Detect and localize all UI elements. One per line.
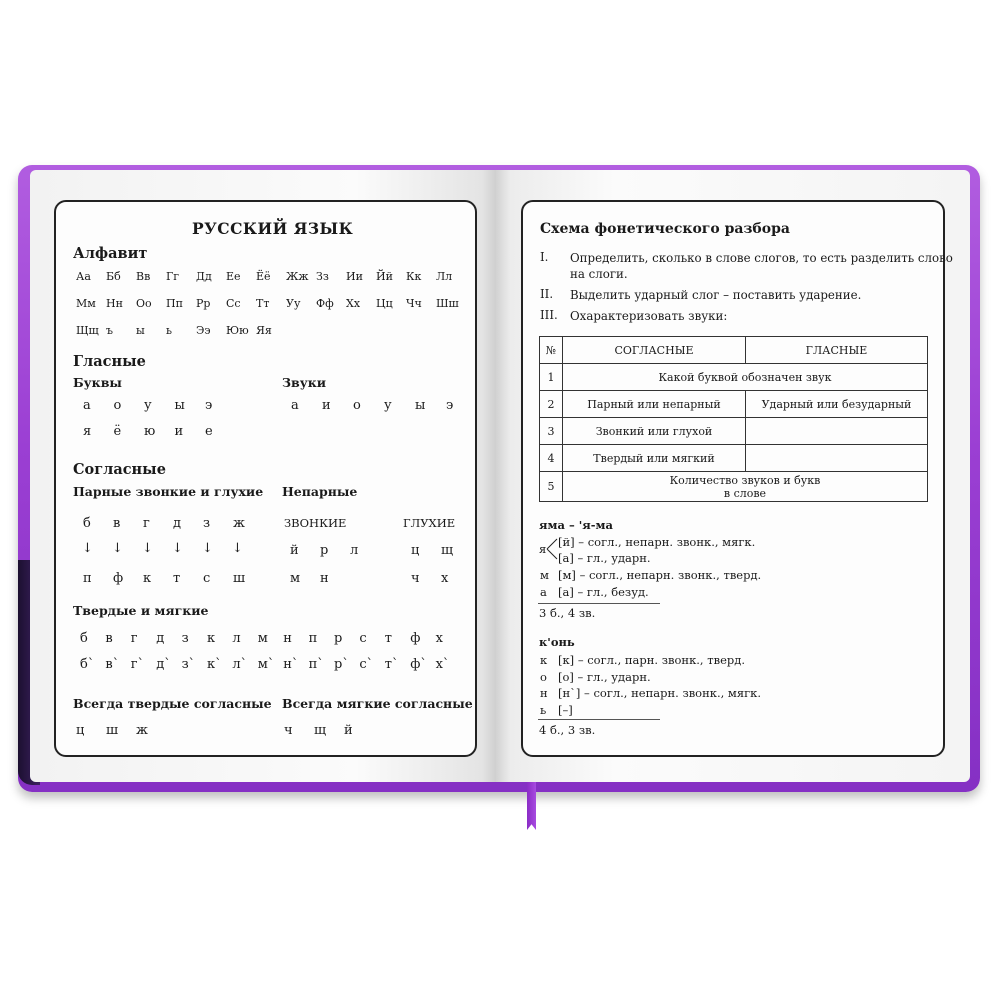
hard-consonant: т — [384, 631, 392, 646]
example-2-description: [о] – гл., ударн. — [558, 669, 651, 684]
example-2-description: [–] — [558, 702, 573, 717]
alphabet-letter: Пп — [166, 297, 183, 310]
page-title: РУССКИЙ ЯЗЫК — [192, 219, 354, 238]
paired-voiced-letter: з — [203, 516, 211, 531]
alphabet-letter: Цц — [376, 297, 393, 310]
soft-consonant: н` — [283, 657, 299, 672]
hard-consonant: ф — [410, 631, 421, 646]
example-2-word: к'онь — [539, 635, 575, 649]
table-cell — [746, 418, 928, 445]
alphabet-heading: Алфавит — [73, 245, 148, 262]
voiceless-label: ГЛУХИЕ — [403, 516, 456, 530]
unpaired-voiceless-letter: ц — [411, 543, 420, 558]
soft-consonant: з` — [181, 657, 196, 672]
alphabet-letter: Кк — [406, 270, 422, 283]
hard-consonant: м — [257, 631, 268, 646]
phonetic-table — [539, 336, 928, 502]
vowel-sound: ы — [415, 398, 426, 413]
hard-consonant: к — [207, 631, 216, 646]
vowel-letter: о — [113, 398, 122, 413]
step-1-line-2: на слоги. — [570, 267, 628, 281]
alphabet-letter: ы — [136, 324, 145, 337]
vowels-heading: Гласные — [73, 353, 146, 370]
consonants-heading: Согласные — [73, 461, 166, 478]
hard-consonant: с — [359, 631, 367, 646]
table-cell — [746, 445, 928, 472]
alphabet-letter: ь — [166, 324, 172, 337]
alphabet-letter: Мм — [76, 297, 96, 310]
example-1-letter-a: а — [540, 585, 547, 599]
alphabet-letter: Хх — [346, 297, 361, 310]
table-header-row — [540, 337, 928, 364]
step-3-line: Охарактеризовать звуки: — [570, 309, 728, 323]
alphabet-letter: Зз — [316, 270, 329, 283]
paired-voiceless-letter: к — [143, 571, 152, 586]
paired-voiceless-letter: ф — [113, 571, 124, 586]
example-1-word: яма – 'я-ма — [539, 518, 613, 532]
vowel-letter: ю — [144, 424, 156, 439]
paired-voiced-letter: б — [83, 516, 91, 531]
table-cell — [563, 472, 928, 502]
table-cell: Какой буквой обозначен звук — [563, 364, 928, 391]
vowel-letter: ё — [113, 424, 122, 439]
table-row — [540, 418, 928, 445]
soft-consonant: х` — [435, 657, 450, 672]
hard-consonant: з — [181, 631, 189, 646]
hard-consonant: п — [308, 631, 318, 646]
down-arrow-icon: ↓ — [112, 541, 123, 556]
step-2-line: Выделить ударный слог – поставить ударение. — [570, 288, 862, 302]
alphabet-letter: Вв — [136, 270, 151, 283]
always-soft-letter: й — [344, 723, 353, 738]
unpaired-consonants-label: Непарные — [282, 484, 358, 499]
vowel-sound: о — [353, 398, 361, 413]
table-row-num: 4 — [540, 445, 563, 472]
step-2-num: II. — [540, 287, 554, 301]
down-arrow-icon: ↓ — [172, 541, 183, 556]
example-1-rule — [538, 603, 660, 604]
example-1-letter-m: м — [540, 568, 549, 582]
phonetic-scheme-title: Схема фонетического разбора — [540, 221, 790, 237]
vowel-letter: и — [174, 424, 184, 439]
example-1-summary: 3 б., 4 зв. — [539, 606, 596, 620]
hard-consonant: н — [283, 631, 292, 646]
always-soft-letter: щ — [314, 723, 327, 738]
soft-consonant: в` — [105, 657, 120, 672]
step-1-num: I. — [540, 250, 549, 264]
example-1-m-line: [м] – согл., непарн. звонк., тверд. — [558, 568, 762, 582]
paired-voiced-letter: в — [113, 516, 121, 531]
alphabet-letter: Щщ — [76, 324, 99, 337]
hard-consonant: х — [435, 631, 443, 646]
vowel-letter: я — [83, 424, 92, 439]
alphabet-letter: Фф — [316, 297, 334, 310]
unpaired-voiceless-letter: ч — [411, 571, 420, 586]
paired-voiced-letter: д — [173, 516, 182, 531]
example-1-letter-ya: я — [539, 542, 547, 556]
example-2-summary: 4 б., 3 зв. — [539, 723, 596, 737]
alphabet-letter: Яя — [256, 324, 272, 337]
paired-voiceless-letter: т — [173, 571, 181, 586]
table-row — [540, 472, 928, 502]
example-2-rule — [538, 719, 660, 720]
alphabet-letter: Уу — [286, 297, 301, 310]
vowel-letter: ы — [174, 398, 185, 413]
paired-voiceless-letter: п — [83, 571, 92, 586]
soft-consonant: л` — [232, 657, 248, 672]
soft-consonant: б` — [80, 657, 95, 672]
table-row-num: 2 — [540, 391, 563, 418]
alphabet-letter: Бб — [106, 270, 121, 283]
always-hard-label: Всегда твердые согласные — [73, 696, 272, 711]
table-row-num: 3 — [540, 418, 563, 445]
soft-consonant: с` — [359, 657, 374, 672]
paired-voiced-letter: г — [143, 516, 150, 531]
alphabet-letter: Йй — [376, 270, 393, 283]
table-row — [540, 364, 928, 391]
example-2-description: [к] – согл., парн. звонк., тверд. — [558, 653, 745, 667]
example-2-letter: ь — [540, 702, 547, 717]
alphabet-letter: Рр — [196, 297, 211, 310]
alphabet-letter: Ии — [346, 270, 363, 283]
unpaired-voiced-letter: р — [320, 543, 329, 558]
always-hard-letter: ж — [136, 723, 148, 738]
soft-consonant: п` — [308, 657, 324, 672]
down-arrow-icon: ↓ — [82, 541, 93, 556]
alphabet-letter: Тт — [256, 297, 270, 310]
example-2-letter: н — [540, 686, 548, 700]
alphabet-letter: Ее — [226, 270, 241, 283]
vowel-letter: у — [144, 398, 152, 413]
step-1-line-1: Определить, сколько в слове слогов, то есть разделить слово — [570, 251, 953, 265]
alphabet-letter: Нн — [106, 297, 123, 310]
vowel-sound: а — [291, 398, 299, 413]
table-cell: Звонкий или глухой — [563, 418, 746, 445]
alphabet-letter: Лл — [436, 270, 453, 283]
down-arrow-icon: ↓ — [202, 541, 213, 556]
alphabet-letter: ъ — [106, 324, 113, 337]
hard-consonant: л — [232, 631, 241, 646]
hard-soft-label: Твердые и мягкие — [73, 603, 209, 618]
down-arrow-icon: ↓ — [232, 541, 243, 556]
vowel-sound: у — [384, 398, 392, 413]
paired-voiceless-letter: ш — [233, 571, 246, 586]
vowel-letter: а — [83, 398, 91, 413]
alphabet-letter: Ёё — [256, 270, 271, 283]
always-hard-letter: ш — [106, 723, 119, 738]
example-1-ya-line-1: [й] – согл., непарн. звонк., мягк. — [558, 535, 756, 549]
alphabet-letter: Аа — [76, 270, 91, 283]
table-row — [540, 445, 928, 472]
alphabet-letter: Юю — [226, 324, 249, 337]
table-header-num: № — [540, 337, 563, 364]
unpaired-voiced-letter: н — [320, 571, 329, 586]
table-cell: Ударный или безударный — [746, 391, 928, 418]
alphabet-letter: Ээ — [196, 324, 211, 337]
step-3-num: III. — [540, 308, 558, 322]
soft-consonant: р` — [334, 657, 349, 672]
table-row-num: 1 — [540, 364, 563, 391]
soft-consonant: т` — [384, 657, 399, 672]
hard-consonant: г — [130, 631, 138, 646]
hard-consonant: б — [80, 631, 88, 646]
vowel-letter: е — [205, 424, 213, 439]
hard-consonant: в — [105, 631, 113, 646]
table-header-consonants: СОГЛАСНЫЕ — [563, 337, 746, 364]
example-2-description: [н`] – согл., непарн. звонк., мягк. — [558, 686, 761, 700]
vowel-sound: и — [322, 398, 331, 413]
example-2-letter: к — [540, 653, 548, 667]
letters-label: Буквы — [73, 375, 122, 390]
example-1-ya-line-2: [а] – гл., ударн. — [558, 551, 651, 565]
always-soft-letter: ч — [284, 723, 293, 738]
down-arrow-icon: ↓ — [142, 541, 153, 556]
brace-icon — [545, 536, 559, 562]
hard-consonant: р — [334, 631, 343, 646]
unpaired-voiceless-letter: щ — [441, 543, 454, 558]
alphabet-letter: Сс — [226, 297, 241, 310]
unpaired-voiced-letter: л — [350, 543, 359, 558]
unpaired-voiced-letter: м — [290, 571, 301, 586]
vowel-sound: э — [446, 398, 454, 413]
sounds-label: Звуки — [282, 375, 327, 390]
always-hard-letter: ц — [76, 723, 85, 738]
table-header-vowels: ГЛАСНЫЕ — [746, 337, 928, 364]
hard-consonant: д — [156, 631, 165, 646]
example-2-letter: о — [540, 669, 547, 684]
ribbon-bookmark — [527, 782, 536, 830]
alphabet-letter: Оо — [136, 297, 152, 310]
table-cell-line: Количество звуков и букв — [669, 473, 821, 487]
vowel-letter: э — [205, 398, 213, 413]
soft-consonant: к` — [207, 657, 222, 672]
example-1-a-line: [а] – гл., безуд. — [558, 585, 649, 599]
soft-consonant: г` — [130, 657, 145, 672]
table-row-num: 5 — [540, 472, 563, 502]
unpaired-voiced-letter: й — [290, 543, 299, 558]
paired-voiced-letter: ж — [233, 516, 245, 531]
paired-voiceless-letter: с — [203, 571, 211, 586]
alphabet-letter: Чч — [406, 297, 422, 310]
table-cell-line: в слове — [723, 486, 767, 500]
soft-consonant: д` — [156, 657, 171, 672]
alphabet-letter: Жж — [286, 270, 309, 283]
unpaired-voiceless-letter: х — [441, 571, 449, 586]
voiced-label: ЗВОНКИЕ — [284, 516, 347, 530]
left-page-frame — [54, 200, 477, 757]
paired-consonants-label: Парные звонкие и глухие — [73, 484, 264, 499]
alphabet-letter: Дд — [196, 270, 212, 283]
table-cell: Парный или непарный — [563, 391, 746, 418]
alphabet-letter: Гг — [166, 270, 180, 283]
table-row — [540, 391, 928, 418]
soft-consonant: м` — [257, 657, 275, 672]
always-soft-label: Всегда мягкие согласные — [282, 696, 473, 711]
table-cell: Твердый или мягкий — [563, 445, 746, 472]
alphabet-letter: Шш — [436, 297, 459, 310]
soft-consonant: ф` — [410, 657, 427, 672]
